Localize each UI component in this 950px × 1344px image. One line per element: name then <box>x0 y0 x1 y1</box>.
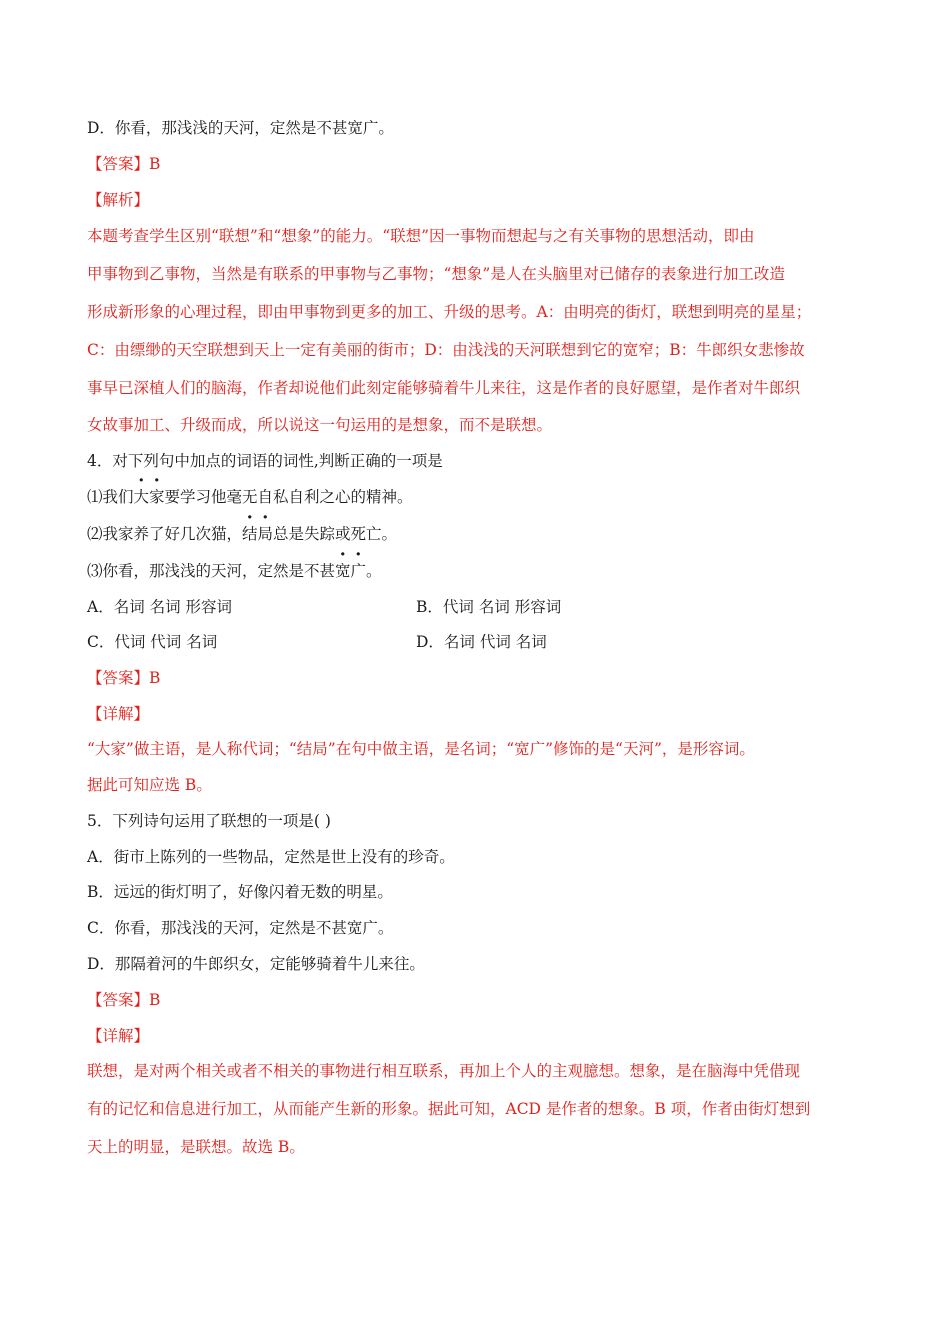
q5-detail-line: 联想，是对两个相关或者不相关的事物进行相互联系，再加上个人的主观臆想。想象，是在脑海中凭借现 <box>87 1062 801 1080</box>
q3-analysis-line: C：由缥缈的天空联想到天上一定有美丽的街市；D：由浅浅的天河联想到它的宽窄；B：牛郎织女悲惨故 <box>87 341 805 359</box>
emphasis-dot-char: 家 <box>149 488 165 506</box>
q3-analysis-line: 女故事加工、升级而成，所以说这一句运用的是想象，而不是联想。 <box>87 416 553 434</box>
q3-analysis-line: 本题考查学生区别“联想”和“想象”的能力。“联想”因一事物而想起与之有关事物的思想活动，即由 <box>87 227 755 245</box>
q5-answer: 【答案】B <box>87 991 161 1009</box>
emphasis-dot-char: 结 <box>242 525 258 543</box>
q4-detail-label: 【详解】 <box>87 705 150 723</box>
q5-option-a: A．街市上陈列的一些物品，定然是世上没有的珍奇。 <box>87 848 455 866</box>
q4-option-d: D．名词 代词 名词 <box>416 633 547 651</box>
emphasis-dot-char: 宽 <box>335 562 351 580</box>
q3-option-d: D．你看，那浅浅的天河，定然是不甚宽广。 <box>87 119 394 137</box>
q3-answer: 【答案】B <box>87 155 161 173</box>
emphasis-dot-char: 广 <box>350 562 367 580</box>
q4-stem: 4．对下列句中加点的词语的词性,判断正确的一项是 <box>87 452 443 470</box>
q5-detail-line: 有的记忆和信息进行加工，从而能产生新的形象。据此可知，ACD 是作者的想象。B 项，作者由街灯想到 <box>87 1100 811 1118</box>
q3-analysis-line: 甲事物到乙事物，当然是有联系的甲事物与乙事物；“想象”是人在头脑里对已储存的表象进行加工改造 <box>87 265 785 283</box>
q5-stem: 5．下列诗句运用了联想的一项是( ) <box>87 812 331 830</box>
emphasis-dot-char: 大 <box>133 488 150 506</box>
q5-detail-line: 天上的明显，是联想。故选 B。 <box>87 1138 305 1156</box>
q4-option-b: B．代词 名词 形容词 <box>416 598 562 616</box>
q4-detail-line: “大家”做主语，是人称代词；“结局”在句中做主语，是名词；“宽广”修饰的是“天河”，是形容词。 <box>87 740 755 758</box>
q4-detail-line: 据此可知应选 B。 <box>87 776 212 794</box>
q4-sentence-1: ⑴我们大家要学习他毫无自私自利之心的精神。 <box>87 488 413 506</box>
q3-analysis-line: 形成新形象的心理过程，即由甲事物到更多的加工、升级的思考。A：由明亮的街灯，联想到明亮的星星； <box>87 303 812 321</box>
q4-sentence-3: ⑶你看，那浅浅的天河，定然是不甚宽广。 <box>87 562 382 580</box>
q4-answer: 【答案】B <box>87 669 161 687</box>
q3-analysis-label: 【解析】 <box>87 191 150 209</box>
emphasis-dot-char: 局 <box>257 525 274 543</box>
q5-detail-label: 【详解】 <box>87 1027 150 1045</box>
q4-sentence-2: ⑵我家养了好几次猫，结局总是失踪或死亡。 <box>87 525 398 543</box>
q5-option-b: B．远远的街灯明了，好像闪着无数的明星。 <box>87 883 393 901</box>
q4-option-c: C．代词 代词 名词 <box>87 633 218 651</box>
q5-option-c: C．你看，那浅浅的天河，定然是不甚宽广。 <box>87 919 394 937</box>
q3-analysis-line: 事早已深植人们的脑海，作者却说他们此刻定能够骑着牛儿来往，这是作者的良好愿望，是作者对牛郎织 <box>87 379 801 397</box>
q5-option-d: D．那隔着河的牛郎织女，定能够骑着牛儿来往。 <box>87 955 425 973</box>
q4-option-a: A．名词 名词 形容词 <box>87 598 233 616</box>
